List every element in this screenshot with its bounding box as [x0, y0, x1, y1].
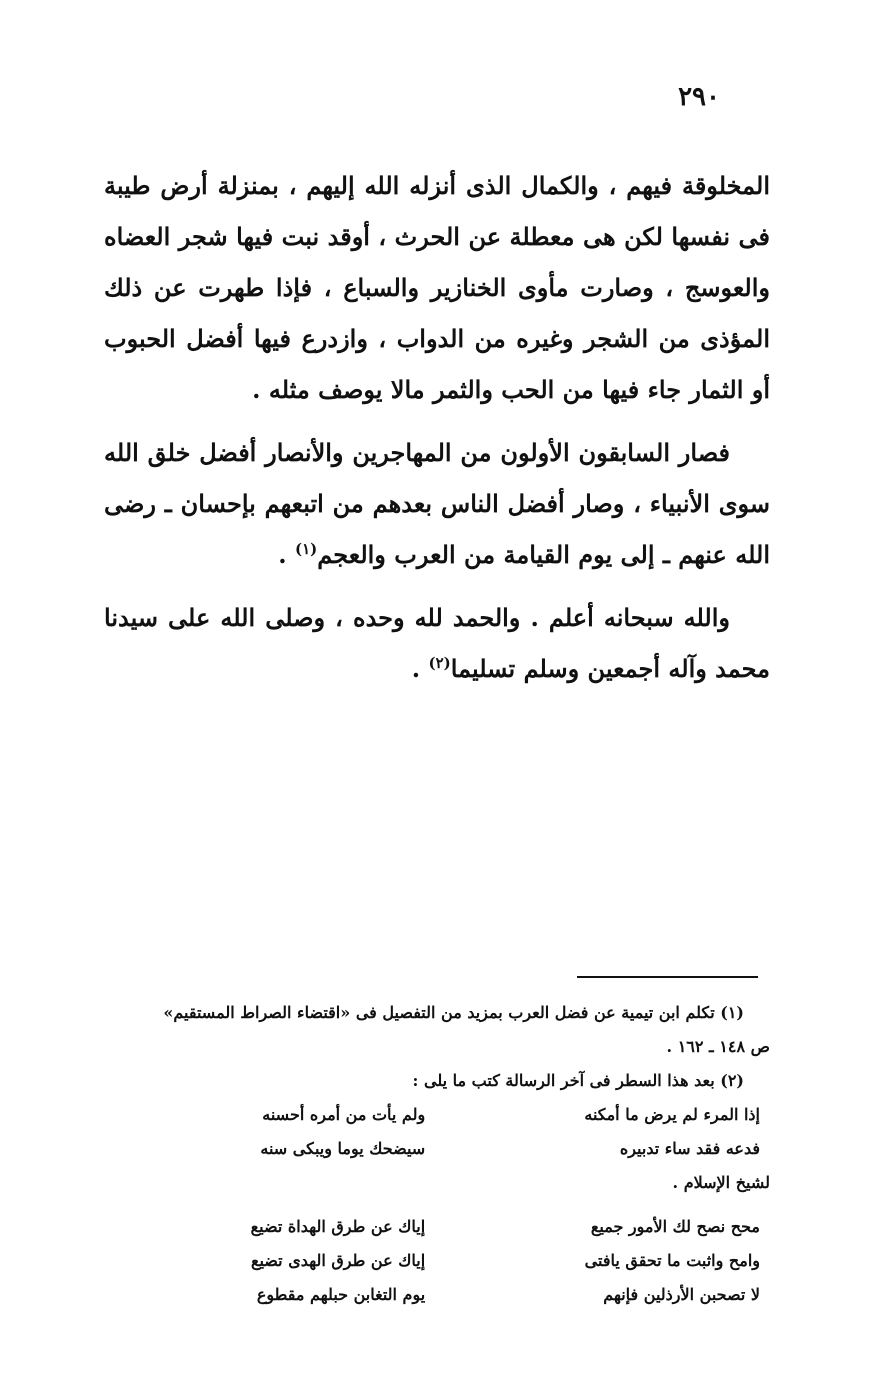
verse-hemistich: وامح واثبت ما تحقق يافتى [584, 1251, 760, 1270]
footnote-ref-2: (٢) [428, 654, 451, 672]
verse-row [140, 1132, 770, 1166]
verse-attribution: لشيخ الإسلام . [672, 1173, 770, 1192]
verse-hemistich: ولم يأت من أمره أحسنه [262, 1105, 426, 1124]
verse-hemistich: محح نصح لك الأمور جميع [590, 1217, 760, 1236]
paragraph-3-text: والله سبحانه أعلم . والحمد لله وحده ، وصلى الله على سيدنا محمد وآله أجمعين وسلم تسليما [104, 603, 770, 683]
verse-row [140, 1098, 770, 1132]
verse-hemistich: إياك عن طرق الهدى تضيع [250, 1251, 426, 1270]
verse-hemistich: لا تصحبن الأرذلين فإنهم [603, 1285, 760, 1304]
verse-hemistich: سيضحك يوما ويبكى سنه [260, 1139, 426, 1158]
verse-row [140, 1210, 770, 1244]
verse-hemistich: فدعه فقد ساء تدبيره [619, 1139, 760, 1158]
paragraph-1: المخلوقة فيهم ، والكمال الذى أنزله الله إليهم ، بمنزلة أرض طيبة فى نفسها لكن هى معطلة عن الحرث ، أوقد نبت فيها شجر العضاه والعوسج ، وصارت مأوى الخنازير والسباع ، فإذا طهرت عن ذلك المؤذى من الشجر وغيره من الدواب ، وازدرع فيها أفضل الحبوب أو الثمار جاء فيها من الحب والثمر مالا يوصف مثله . [104, 171, 770, 404]
verse-row [140, 1278, 770, 1312]
paragraph-2: فصار السابقون الأولون من المهاجرين والأنصار أفضل خلق الله سوى الأنبياء ، وصار أفضل الناس بعدهم من اتبعهم بإحسان ـ رضى الله عنهم ـ إلى يوم القيامة من العرب والعجم$^{(١)}$ . [104, 438, 770, 569]
verse-hemistich: إياك عن طرق الهداة تضيع [250, 1217, 426, 1236]
footnote-1-line-1: (١) تكلم ابن تيمية عن فضل العرب بمزيد من التفصيل فى «اقتضاء الصراط المستقيم» [163, 1003, 744, 1022]
verse-hemistich: إذا المرء لم يرض ما أمكنه [584, 1105, 760, 1124]
footnote-ref-1: (١) [295, 540, 318, 558]
paragraph-2-text: فصار السابقون الأولون من المهاجرين والأنصار أفضل خلق الله سوى الأنبياء ، وصار أفضل الناس بعدهم من اتبعهم بإحسان ـ رضى الله عنهم ـ إلى يوم القيامة من العرب والعجم [104, 438, 770, 569]
footnotes [104, 996, 770, 1312]
paragraph-3: والله سبحانه أعلم . والحمد لله وحده ، وصلى الله على سيدنا محمد وآله أجمعين وسلم تسليما$^{(٢)}$ . [104, 603, 770, 683]
footnote-1-line-2: ص ١٤٨ ـ ١٦٢ . [666, 1037, 770, 1056]
footnote-divider [577, 976, 758, 978]
verse-hemistich: يوم التغابن حبلهم مقطوع [256, 1285, 426, 1304]
verse-row [140, 1244, 770, 1278]
main-text [104, 160, 770, 706]
page-number: ٢٩٠ [678, 82, 720, 112]
footnote-2-intro: (٢) بعد هذا السطر فى آخر الرسالة كتب ما يلى : [412, 1071, 744, 1090]
